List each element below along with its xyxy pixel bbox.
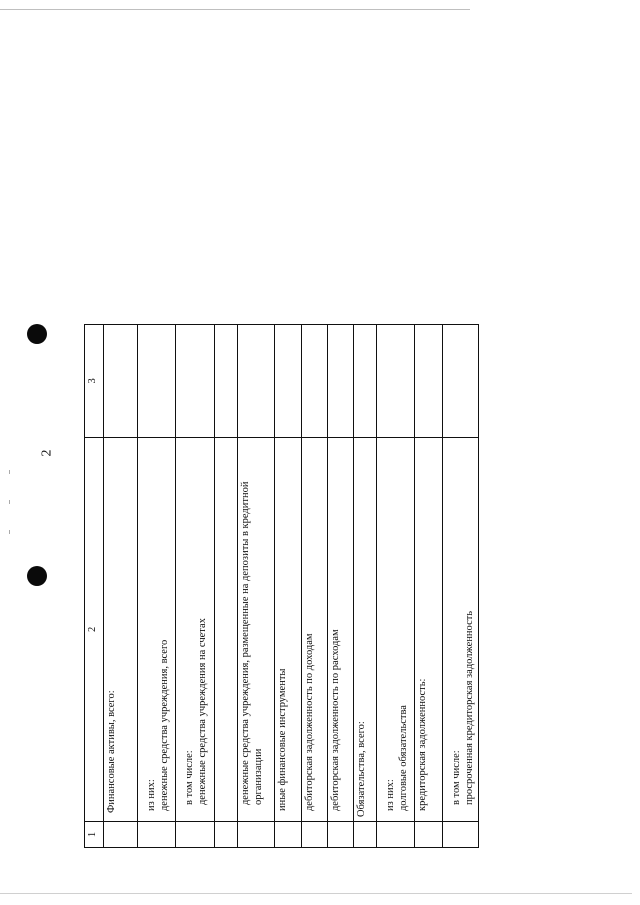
row-number bbox=[443, 822, 479, 848]
table-row bbox=[104, 325, 138, 848]
row-text: долговые обязательства bbox=[397, 705, 409, 812]
row-number bbox=[328, 822, 354, 848]
table-row bbox=[176, 325, 215, 848]
row-value bbox=[138, 325, 176, 438]
row-number bbox=[275, 822, 302, 848]
row-label bbox=[138, 437, 176, 821]
row-value bbox=[302, 325, 328, 438]
row-value bbox=[377, 325, 415, 438]
punch-hole bbox=[27, 324, 47, 344]
row-value bbox=[443, 325, 479, 438]
row-label: дебиторская задолженность по доходам bbox=[302, 437, 328, 821]
row-number bbox=[415, 822, 443, 848]
table-row bbox=[354, 325, 377, 848]
table-row bbox=[238, 325, 275, 848]
row-prefix: из них: bbox=[146, 779, 157, 812]
row-value bbox=[176, 325, 215, 438]
row-label: денежные средства учреждения, размещенные на депозиты в кредитной организации bbox=[238, 437, 275, 821]
row-value bbox=[354, 325, 377, 438]
row-number bbox=[215, 822, 238, 848]
top-edge-line bbox=[0, 9, 470, 10]
bottom-edge-line bbox=[0, 893, 632, 894]
row-label: дебиторская задолженность по расходам bbox=[328, 437, 354, 821]
table-row bbox=[415, 325, 443, 848]
column-header: 1 bbox=[85, 822, 104, 848]
row-number bbox=[176, 822, 215, 848]
row-number bbox=[238, 822, 275, 848]
table-row bbox=[215, 325, 238, 848]
page-number: 2 bbox=[39, 449, 55, 457]
row-text: денежные средства учреждения на счетах bbox=[196, 618, 208, 806]
scan-speck bbox=[9, 500, 10, 504]
row-value bbox=[415, 325, 443, 438]
row-value bbox=[275, 325, 302, 438]
table-row bbox=[377, 325, 415, 848]
table-row bbox=[138, 325, 176, 848]
row-label bbox=[176, 437, 215, 821]
row-label: Обязательства, всего: bbox=[354, 437, 377, 821]
rotated-table-frame bbox=[84, 324, 476, 848]
table-row bbox=[275, 325, 302, 848]
row-prefix: в том числе: bbox=[451, 750, 462, 806]
row-number bbox=[377, 822, 415, 848]
row-number bbox=[302, 822, 328, 848]
row-label bbox=[443, 437, 479, 821]
punch-hole bbox=[27, 566, 47, 586]
row-prefix: из них: bbox=[385, 779, 396, 812]
column-header: 3 bbox=[85, 325, 104, 438]
column-header: 2 bbox=[85, 437, 104, 821]
scan-speck bbox=[9, 470, 10, 474]
table-row bbox=[328, 325, 354, 848]
row-label: кредиторская задолженность: bbox=[415, 437, 443, 821]
row-value bbox=[328, 325, 354, 438]
scan-speck bbox=[9, 530, 10, 534]
row-label: Финансовые активы, всего: bbox=[104, 437, 138, 821]
row-label: иные финансовые инструменты bbox=[275, 437, 302, 821]
row-label bbox=[377, 437, 415, 821]
row-value bbox=[104, 325, 138, 438]
row-number bbox=[138, 822, 176, 848]
row-text: денежные средства учреждения, всего bbox=[158, 639, 170, 812]
financial-table bbox=[84, 324, 479, 848]
table-row bbox=[443, 325, 479, 848]
row-number bbox=[104, 822, 138, 848]
row-text: просроченная кредиторская задолженность bbox=[463, 610, 475, 806]
row-number bbox=[354, 822, 377, 848]
row-label bbox=[215, 437, 238, 821]
table-header-row bbox=[85, 325, 104, 848]
row-value bbox=[215, 325, 238, 438]
table-row bbox=[302, 325, 328, 848]
row-value bbox=[238, 325, 275, 438]
row-prefix: в том числе: bbox=[184, 750, 195, 806]
